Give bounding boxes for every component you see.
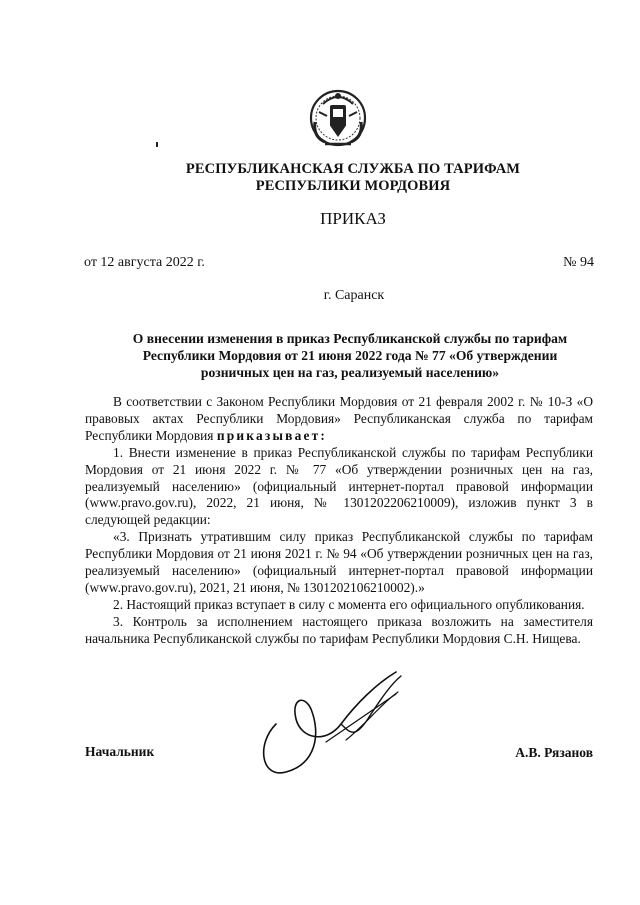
preamble-keyword: приказывает: <box>216 427 328 443</box>
coat-of-arms-emblem <box>303 82 373 152</box>
organization-line-2: РЕСПУБЛИКИ МОРДОВИЯ <box>255 178 451 194</box>
item-1-paragraph: 1. Внести изменение в приказ Республиканской службы по тарифам Республики Мордовия от 21 июня 2022 г. № 77 «Об утверждении розничных цен на газ, реализуемый населению» (официальный интернет-портал правовой информации (www.pravo.gov.ru), 2022, 21 июня, № 1301202206210009), изложив пункт 3 в следующей редакции: <box>85 444 593 528</box>
subject-line-2: Республики Мордовия от 21 июня 2022 года № 77 «Об утверждении <box>142 348 558 363</box>
organization-name <box>0 161 640 195</box>
signatory-name: А.В. Рязанов <box>515 745 593 760</box>
preamble-paragraph <box>85 394 593 445</box>
item-2-paragraph: 2. Настоящий приказ вступает в силу с момента его официального опубликования. <box>113 596 585 612</box>
document-city: г. Саранск <box>323 288 385 303</box>
subject-line-3: розничных цен на газ, реализуемый населению» <box>200 365 500 380</box>
document-subject <box>100 330 600 381</box>
document-body <box>85 394 593 648</box>
organization-line-1: РЕСПУБЛИКАНСКАЯ СЛУЖБА ПО ТАРИФАМ <box>185 161 521 177</box>
preamble-text: В соответствии с Законом Республики Мордовия от 21 февраля 2002 г. № 10-З «О правовых актах Республики Мордовия» Республиканская служба по тарифам Республики Мордовия <box>85 394 593 443</box>
document-type: ПРИКАЗ <box>320 209 386 228</box>
document-number: № 94 <box>563 255 594 270</box>
item-3-paragraph: 3. Контроль за исполнением настоящего приказа возложить на заместителя начальника Республиканской службы по тарифам Республики Мордовия С.Н. Нищева. <box>85 613 593 646</box>
document-date: от 12 августа 2022 г. <box>84 255 205 270</box>
item-1-quote-paragraph: «3. Признать утратившим силу приказ Республиканской службы по тарифам Республики Мордовия от 21 июня 2021 г. № 94 «Об утверждении розничных цен на газ, реализуемый населению» (официальный интернет-портал правовой информации (www.pravo.gov.ru), 2021, 21 июня, № 1301202106210002).» <box>85 529 593 595</box>
handwritten-signature <box>246 664 426 784</box>
scan-mark <box>156 142 158 147</box>
signatory-title: Начальник <box>85 744 155 759</box>
subject-line-1: О внесении изменения в приказ Республиканской службы по тарифам <box>132 331 568 346</box>
